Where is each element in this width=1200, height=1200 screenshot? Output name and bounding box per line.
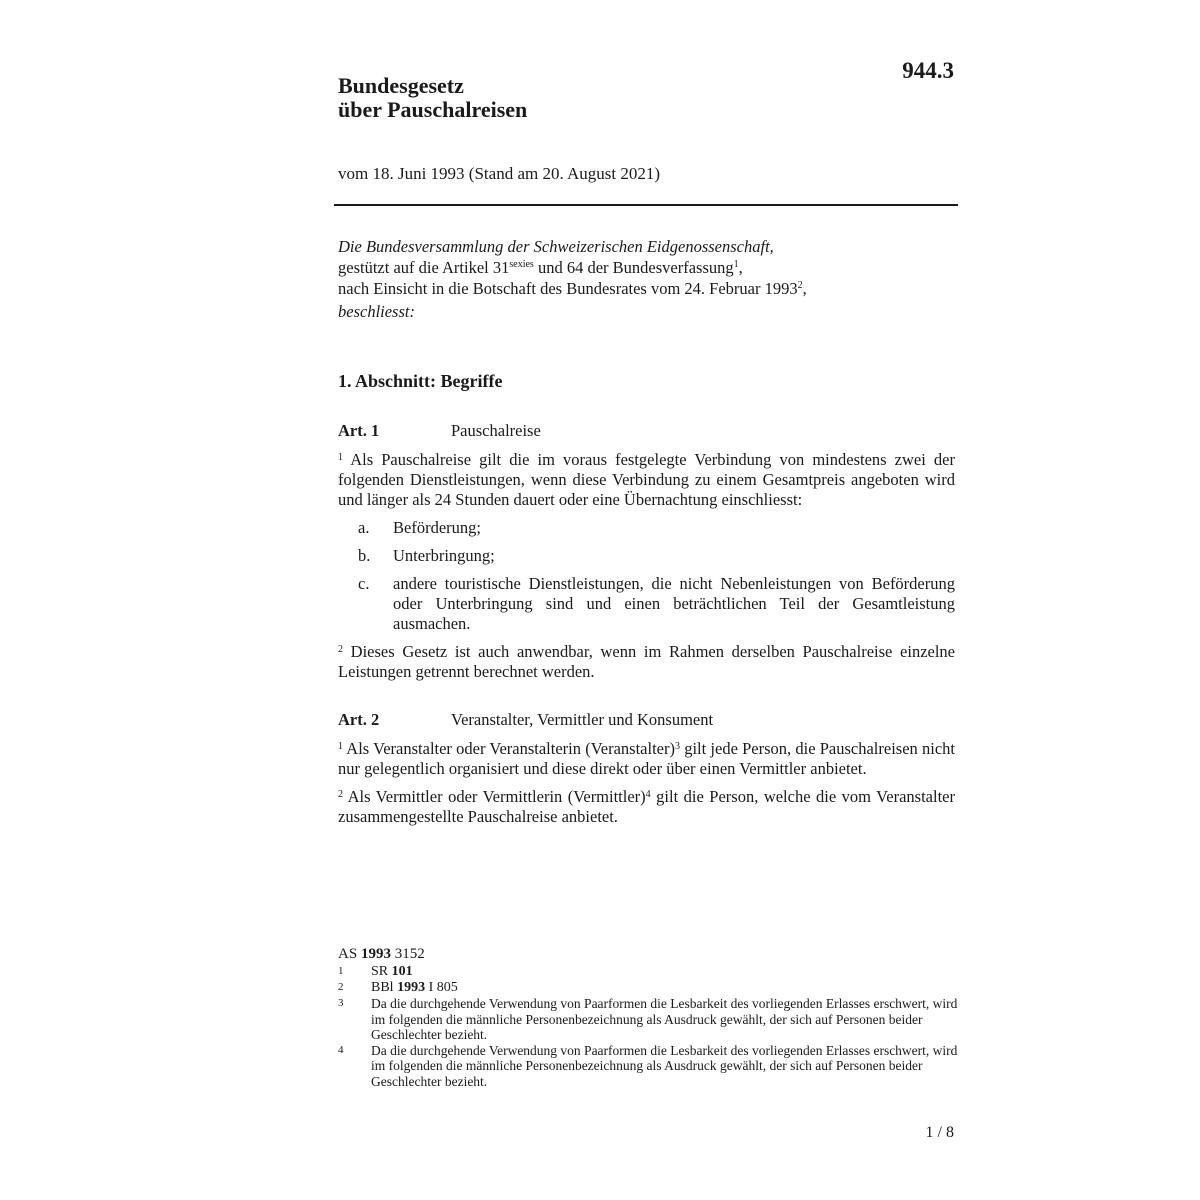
paragraph-number: 2 (338, 644, 343, 655)
list-text: andere touristische Dienstleistungen, die nicht Nebenleistungen von Beförderung oder Unterbringung sind und einen beträchtlichen Teil der Gesamtleistung ausmachen. (393, 574, 955, 633)
footnote-text: Da die durchgehende Verwendung von Paarformen die Lesbarkeit des vorliegenden Erlasses erschwert, wird im folgenden die männliche Personenbezeichnung als Ausdruck gewählt, der sich auf Personen beider Geschlechter bezieht. (371, 1042, 958, 1089)
message-text: nach Einsicht in die Botschaft des Bundesrates vom 24. Februar 1993 (338, 279, 798, 298)
list-letter: c. (358, 574, 370, 593)
article-2-header (338, 710, 955, 730)
footnote-bold: 101 (391, 964, 413, 979)
article-2 (338, 710, 955, 835)
preamble-assembly: Die Bundesversammlung der Schweizerischen Eidgenossenschaft, (338, 237, 774, 256)
footnote-number: 3 (338, 997, 344, 1009)
date-line: vom 18. Juni 1993 (Stand am 20. August 2021) (338, 164, 661, 183)
paragraph-text: Als Pauschalreise gilt die im voraus festgelegte Verbindung von mindestens zwei der folgenden Dienstleistungen, wenn diese Verbindung zu einem Gesamtpreis angeboten wird und länger als 24 Stunden dauert oder eine Übernachtung einschliesst: (338, 450, 955, 509)
section-title: 1. Abschnitt: Begriffe (338, 371, 503, 391)
footnote-text (371, 964, 958, 980)
article-2-paragraph-2 (338, 787, 955, 827)
footnote-4 (338, 1043, 958, 1090)
list-text: Unterbringung; (393, 546, 495, 565)
footnote-number: 4 (338, 1043, 344, 1056)
article-1-paragraph-2 (338, 642, 955, 682)
message-end: , (802, 279, 807, 298)
article-1 (338, 421, 955, 690)
footnote-number: 2 (338, 981, 344, 993)
title-line-2: über Pauschalreisen (338, 97, 528, 122)
footnotes (338, 946, 958, 1089)
sr-number: 944.3 (902, 58, 954, 83)
footnote-pre: BBl (371, 980, 398, 995)
footnote-ref-1[interactable]: 1 (733, 259, 739, 270)
footnote-text: Da die durchgehende Verwendung von Paarformen die Lesbarkeit des vorliegenden Erlasses erschwert, wird im folgenden die männliche Personenbezeichnung als Ausdruck gewählt, der sich auf Personen beider Geschlechter bezieht. (371, 996, 958, 1042)
preamble-message (338, 278, 958, 299)
footnote-2 (338, 980, 958, 996)
list-letter: a. (358, 518, 370, 537)
footnote-ref-2[interactable]: 2 (797, 280, 803, 291)
title-divider (334, 204, 958, 206)
as-reference (338, 946, 958, 962)
article-1-paragraph-1 (338, 450, 955, 510)
footnote-pre: SR (371, 964, 392, 979)
list-item (338, 574, 955, 634)
footnote-ref-3[interactable]: 3 (675, 741, 680, 752)
article-2-heading: Veranstalter, Vermittler und Konsument (451, 710, 714, 729)
article-2-number: Art. 2 (338, 710, 380, 729)
article-1-heading: Pauschalreise (451, 421, 541, 440)
basis-suffix: und 64 der Bundesverfassung (533, 258, 734, 277)
footnote-post: I 805 (425, 980, 458, 995)
preamble-basis (338, 257, 958, 278)
paragraph-number: 1 (338, 741, 343, 752)
as-prefix: AS (338, 946, 361, 962)
paragraph-text: Als Veranstalter oder Veranstalterin (Veranstalter) (343, 739, 675, 758)
document-title (338, 74, 527, 122)
footnote-ref-4[interactable]: 4 (645, 789, 651, 800)
paragraph-number: 2 (338, 789, 343, 800)
list-item (338, 518, 955, 538)
article-2-paragraph-1 (338, 739, 955, 779)
article-1-header (338, 421, 955, 441)
paragraph-text: gilt die Person, welche die vom Veranstalter zusammengestellte Pauschalreise anbietet. (338, 787, 955, 826)
footnote-text (371, 980, 958, 996)
paragraph-text: gilt jede Person, die Pauschalreisen nicht nur gelegentlich organisiert und diese direkt oder über einen Vermittler anbietet. (338, 739, 955, 778)
basis-text: gestützt auf die Artikel 31 (338, 258, 510, 277)
as-year: 1993 (360, 946, 391, 962)
as-page: 3152 (390, 946, 425, 962)
list-item (338, 546, 955, 566)
preamble-decides: beschliesst: (338, 302, 415, 321)
page-number: 1 / 8 (925, 1124, 954, 1141)
list-letter: b. (358, 546, 371, 565)
title-line-1: Bundesgesetz (338, 73, 464, 98)
preamble (338, 236, 958, 322)
basis-sup: sexies (509, 259, 534, 270)
paragraph-number: 1 (338, 452, 343, 463)
article-1-number: Art. 1 (338, 421, 380, 440)
footnote-1 (338, 964, 958, 980)
basis-end: , (738, 258, 743, 277)
footnote-number: 1 (338, 965, 344, 977)
paragraph-text: Als Vermittler oder Vermittlerin (Vermittler) (343, 787, 646, 806)
list-text: Beförderung; (393, 518, 481, 537)
footnote-bold: 1993 (397, 980, 426, 995)
footnote-3 (338, 996, 958, 1043)
paragraph-text: Dieses Gesetz ist auch anwendbar, wenn im Rahmen derselben Pauschalreise einzelne Leistungen getrennt berechnet werden. (338, 642, 955, 681)
